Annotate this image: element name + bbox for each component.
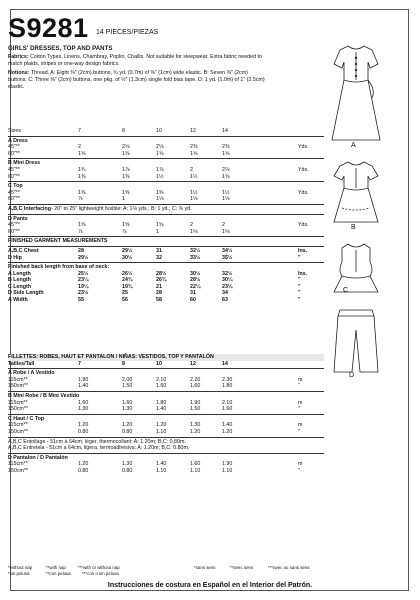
row-label: C Length — [8, 283, 31, 290]
measurement-row — [8, 297, 324, 304]
cell-value: 1.80 — [222, 383, 233, 390]
footnote-sin-pelusa: *sin pelusa — [8, 571, 30, 576]
cell-value: 28½ — [190, 277, 201, 284]
cell-value: 0.80 — [122, 428, 133, 435]
view-letter-b: B — [351, 224, 356, 231]
cell-value: 1.80 — [156, 399, 167, 406]
cell-value: 1½ — [190, 173, 198, 180]
unit-label: " — [298, 383, 300, 390]
cell-value: 1⅛ — [156, 196, 164, 203]
cell-value: 1½ — [156, 173, 164, 180]
notions-label: Notions: — [8, 70, 30, 76]
cell-value: 28 — [156, 290, 162, 297]
unit-label: m — [298, 422, 303, 429]
cell-value: 1.20 — [122, 422, 133, 429]
row-label: 60"** — [8, 173, 20, 180]
measurement-row — [8, 284, 324, 291]
cell-value: 2⅛ — [122, 144, 130, 151]
cell-value: 2⅛ — [222, 166, 230, 173]
cell-value: 2 — [190, 222, 193, 229]
cell-value: 10 — [156, 360, 162, 367]
row-label: 45"** — [8, 166, 20, 173]
interfacing-text: - 20" to 25" lightweight fusible: A: 1⅛ yds.; B: 1 yd.; C: ⅜ yd. — [50, 205, 192, 212]
cell-value: ⅞ — [78, 228, 83, 235]
cell-value: 23¼ — [222, 283, 233, 290]
table-divider — [8, 158, 324, 159]
unit-label: " — [298, 290, 301, 297]
cell-value: 1.30 — [190, 422, 201, 429]
row-label: 60"** — [8, 196, 20, 203]
cell-value: 1.10 — [156, 428, 167, 435]
cell-value: 1⅜ — [78, 173, 86, 180]
cell-value: 2.00 — [122, 376, 133, 383]
cell-value: 8 — [122, 128, 125, 134]
cell-value: 1.40 — [156, 461, 167, 468]
unit-label: Yds. — [298, 144, 309, 151]
cell-value: 19¾ — [122, 283, 133, 290]
cell-value: 1.10 — [190, 467, 201, 474]
pieces-count: 14 PIECES/PIEZAS — [96, 29, 159, 36]
cell-value: 29½ — [122, 247, 133, 254]
cell-value: 1.50 — [122, 383, 133, 390]
footnote-without-nap: *without nap — [8, 565, 33, 570]
cell-value: 1½ — [222, 189, 230, 196]
cell-value: 21 — [156, 283, 162, 290]
cell-value: 26½ — [122, 270, 133, 277]
cell-value: 31 — [190, 290, 196, 297]
cell-value: 24¾ — [122, 277, 133, 284]
cell-value: 1.90 — [190, 399, 201, 406]
pattern-header — [8, 14, 268, 91]
row-label: Tailles/Tall — [8, 360, 35, 367]
cell-value: 55 — [78, 297, 84, 304]
yardage-row — [8, 406, 324, 413]
cell-value: 28½ — [156, 270, 167, 277]
cell-value: 1.60 — [156, 383, 167, 390]
pattern-subtitle: GIRLS' DRESSES, TOP AND PANTS — [8, 46, 113, 52]
cell-value: 1.40 — [156, 406, 167, 413]
back-length-title — [8, 264, 324, 271]
cell-value: 1⅛ — [190, 228, 198, 235]
cell-value: 1⅛ — [222, 196, 230, 203]
cell-value: 2 — [78, 144, 81, 151]
cell-value: 1⅝ — [222, 150, 230, 157]
cell-value: 30¼ — [222, 277, 233, 284]
cell-value: 10 — [156, 128, 162, 134]
cell-value: 0.80 — [78, 428, 89, 435]
cell-value: 1.90 — [222, 461, 233, 468]
yardage-row — [8, 229, 324, 236]
cell-value: 2 — [190, 166, 193, 173]
cell-value: 2 — [222, 222, 225, 229]
row-label: C Top — [8, 183, 23, 190]
notions-paragraph — [8, 70, 268, 91]
mini-dress-b-illustration — [312, 158, 408, 228]
cell-value: 34 — [222, 290, 228, 297]
spanish-instructions-note: Instrucciones de costura en Español en el Interior del Patrón. — [107, 582, 313, 589]
cell-value: 14 — [222, 360, 228, 367]
unit-label: " — [298, 283, 301, 290]
row-label: B Mini Dress — [8, 160, 41, 167]
measurement-row — [8, 255, 324, 262]
cell-value: 30½ — [122, 254, 133, 261]
row-label: C Haut / C Top — [8, 415, 45, 422]
unit-label: " — [298, 254, 301, 261]
unit-label: " — [298, 428, 300, 435]
cell-value: 1.50 — [190, 406, 201, 413]
cell-value: 1.60 — [190, 461, 201, 468]
unit-label: m — [298, 376, 303, 383]
cell-value: 1⅞ — [156, 166, 164, 173]
cell-value: 60 — [190, 297, 196, 304]
view-letter-c: C — [343, 287, 349, 294]
cell-value: 25 — [122, 290, 128, 297]
row-label: 115cm** — [8, 422, 28, 429]
yardage-row — [8, 422, 324, 429]
cell-value: 1 — [156, 228, 159, 235]
unit-label: m — [298, 461, 303, 468]
table-divider — [8, 414, 324, 415]
cell-value: 1.20 — [78, 461, 89, 468]
yardage-row — [8, 400, 324, 407]
unit-label: m — [298, 399, 303, 406]
fabrics-label: Fabrics: — [8, 54, 29, 60]
dress-a-illustration — [312, 40, 408, 150]
cell-value: 1⅝ — [222, 173, 230, 180]
view-letter-a: A — [351, 142, 356, 149]
row-label: 60"** — [8, 150, 20, 157]
row-label: Sizes — [8, 128, 21, 134]
cell-value: 1¾ — [78, 166, 86, 173]
cell-value: 1½ — [190, 189, 198, 196]
unit-label: " — [298, 467, 300, 474]
footnote-con-o-sin: ***con o sin pelusa — [82, 571, 119, 576]
table-divider — [8, 246, 324, 247]
section-title — [8, 138, 324, 145]
entoilage-row: A,B,C Entoilage - 51cm à 64cm, léger, thermocollant: A: 1.20m; B,C: 0.80m. — [8, 438, 186, 445]
cell-value: 2⅜ — [190, 144, 198, 151]
table-divider — [8, 453, 324, 454]
cell-value: 2.30 — [222, 376, 233, 383]
table-divider — [8, 437, 324, 438]
row-label: FINISHED GARMENT MEASUREMENTS — [8, 238, 108, 245]
table-divider — [8, 262, 324, 263]
cell-value: 12 — [190, 128, 196, 134]
cell-value: 23½ — [78, 290, 89, 297]
row-label: D Hip — [8, 254, 22, 261]
cell-value: 1.20 — [156, 422, 167, 429]
cell-value: 2⅛ — [156, 144, 164, 151]
cell-value: 14 — [222, 128, 228, 134]
cell-value: 1.90 — [78, 376, 89, 383]
cell-value: 0.80 — [122, 467, 133, 474]
cell-value: 2.20 — [190, 376, 201, 383]
cell-value: 28 — [78, 247, 84, 254]
yardage-row — [8, 429, 324, 436]
cell-value: ⅞ — [122, 228, 127, 235]
cell-value: 1⅝ — [122, 222, 130, 229]
cell-value: 1⅝ — [122, 150, 130, 157]
row-label: Finished back length from base of neck: — [8, 264, 110, 271]
cell-value: 1⅞ — [122, 166, 130, 173]
section-title — [8, 183, 324, 190]
cell-value: 1.60 — [122, 399, 133, 406]
table-divider — [8, 368, 324, 369]
cell-value: 1.20 — [222, 428, 233, 435]
cell-value: 35½ — [222, 254, 233, 261]
cell-value: 32½ — [222, 270, 233, 277]
row-label: 60"** — [8, 228, 20, 235]
cell-value: 31 — [156, 247, 162, 254]
section-title — [8, 416, 324, 423]
yardage-row — [8, 144, 324, 151]
unit-label: Yds. — [298, 222, 309, 229]
cell-value: 34½ — [222, 247, 233, 254]
metric-title-band — [8, 354, 324, 361]
measurement-row — [8, 290, 324, 297]
unit-label: Ins. — [298, 247, 308, 254]
cell-value: 63 — [222, 297, 228, 304]
table-divider — [8, 181, 324, 182]
row-label: 150cm** — [8, 467, 29, 474]
cell-value: 1⅝ — [156, 150, 164, 157]
cell-value: 2.10 — [156, 376, 167, 383]
cell-value: 7 — [78, 360, 81, 367]
cell-value: 19¼ — [78, 283, 89, 290]
row-label: D Pantalon / D Pantalón — [8, 454, 68, 461]
pattern-code: S9281 — [8, 13, 89, 43]
measurement-row — [8, 248, 324, 255]
footnote-with-nap: **with nap — [46, 565, 66, 570]
unit-label: " — [298, 277, 301, 284]
cell-value: 1.10 — [156, 467, 167, 474]
cell-value: 1.30 — [78, 406, 89, 413]
cell-value: 30½ — [190, 270, 201, 277]
cell-value: 1.20 — [190, 428, 201, 435]
unit-label: " — [298, 297, 301, 304]
cell-value: 1.40 — [78, 383, 89, 390]
yardage-row — [8, 461, 324, 468]
cell-value: 56 — [122, 297, 128, 304]
cell-value: 7 — [78, 128, 81, 134]
interfacing-row — [8, 206, 324, 213]
section-title — [8, 160, 324, 167]
cell-value: 1.30 — [122, 406, 133, 413]
fabrics-paragraph — [8, 54, 268, 68]
top-c-illustration — [312, 240, 408, 300]
sizes-header-row — [8, 128, 324, 135]
row-label: 45"** — [8, 144, 20, 151]
row-label: 115cm** — [8, 399, 28, 406]
interfacing-label: A,B,C Interfacing — [8, 205, 51, 212]
section-title — [8, 216, 324, 223]
pants-d-illustration — [312, 306, 408, 376]
cell-value: 32½ — [190, 247, 201, 254]
unit-label: Ins. — [298, 270, 308, 277]
cell-value: 1⅝ — [78, 150, 86, 157]
entretela-row: A,B,C Entretela - 51cm a 64cm, ligera, termoadhesiva: A: 1.20m; B,C: 0.80m. — [8, 445, 190, 452]
finished-measurements-title — [8, 238, 324, 245]
row-label: B Length — [8, 277, 31, 284]
row-label: 115cm** — [8, 376, 28, 383]
row-label: A Length — [8, 270, 31, 277]
row-label: 150cm** — [8, 406, 29, 413]
cell-value: ⅞ — [78, 196, 83, 203]
row-label: A Width — [8, 297, 28, 304]
cell-value: 1 — [122, 196, 125, 203]
yardage-row — [8, 222, 324, 229]
row-label: B Mini Robe / B Mini Vestido — [8, 392, 80, 399]
cell-value: 58 — [156, 297, 162, 304]
cell-value: 1⅝ — [156, 222, 164, 229]
cell-value: 33½ — [190, 254, 201, 261]
row-label: A,B,C Chest — [8, 247, 39, 254]
section-title — [8, 370, 324, 377]
cell-value: 1⅜ — [156, 189, 164, 196]
cell-value: 12 — [190, 360, 196, 367]
row-label: FILLETTES: ROBES, HAUT ET PANTALON / NIÑAS: VESTIDOS, TOP Y PANTALÓN — [8, 354, 214, 360]
yardage-row — [8, 468, 324, 475]
cell-value: 22¼ — [190, 283, 201, 290]
cell-value: 1⅝ — [78, 222, 86, 229]
row-label: D Pants — [8, 215, 28, 222]
cell-value: 25½ — [78, 270, 89, 277]
section-title — [8, 455, 324, 462]
view-letter-d: D — [349, 372, 355, 379]
cell-value: 1⅜ — [122, 189, 130, 196]
cell-value: 23¼ — [78, 277, 89, 284]
yardage-table-spanish — [8, 354, 324, 475]
cell-value: 2.10 — [222, 399, 233, 406]
row-label: A Robe / A Vestido — [8, 370, 55, 377]
yardage-row — [8, 190, 324, 197]
yardage-row — [8, 151, 324, 158]
yardage-row — [8, 196, 324, 203]
row-label: 45"** — [8, 222, 20, 229]
cell-value: 1⅝ — [190, 150, 198, 157]
sizes-header-row — [8, 361, 324, 368]
cell-value: 0.80 — [78, 467, 89, 474]
yardage-row — [8, 174, 324, 181]
table-divider — [8, 136, 324, 137]
cell-value: 8 — [122, 360, 125, 367]
table-divider — [8, 204, 324, 205]
measurement-row — [8, 277, 324, 284]
cell-value: 1⅛ — [222, 228, 230, 235]
cell-value: 29½ — [78, 254, 89, 261]
yardage-table-english — [8, 128, 324, 304]
table-divider — [8, 236, 324, 237]
unit-label: " — [298, 406, 300, 413]
cell-value: 32 — [156, 254, 162, 261]
cell-value: 1.40 — [222, 422, 233, 429]
cell-value: 1.10 — [222, 467, 233, 474]
yardage-row — [8, 167, 324, 174]
footnote-with-or-without: ***with or without nap — [78, 565, 120, 570]
footnote-avec-ou-sans: ***avec ou sans sens — [268, 565, 310, 570]
cell-value: 1.20 — [78, 422, 89, 429]
unit-label: Yds. — [298, 189, 309, 196]
row-label: D Side Length — [8, 290, 44, 297]
unit-label: Yds. — [298, 166, 309, 173]
footnote-sans-sens: *sans sens — [194, 565, 216, 570]
footnote-avec-sens: **avec sens — [230, 565, 254, 570]
row-label: 45"** — [8, 189, 20, 196]
yardage-row — [8, 377, 324, 384]
yardage-row — [8, 383, 324, 390]
cell-value: 1.60 — [78, 399, 89, 406]
table-divider — [8, 214, 324, 215]
cell-value: 26¾ — [156, 277, 167, 284]
table-divider — [8, 391, 324, 392]
cell-value: 1⅜ — [122, 173, 130, 180]
row-label: 150cm** — [8, 383, 29, 390]
row-label: 150cm** — [8, 428, 29, 435]
cell-value: 2⅜ — [222, 144, 230, 151]
footnote-con-pelusa: **con pelusa — [46, 571, 71, 576]
cell-value: 1⅜ — [78, 189, 86, 196]
row-label: A Dress — [8, 137, 28, 144]
section-title — [8, 393, 324, 400]
measurement-row — [8, 271, 324, 278]
cell-value: 1⅛ — [190, 196, 198, 203]
cell-value: 1.60 — [222, 406, 233, 413]
row-label: 115cm** — [8, 461, 28, 468]
cell-value: 1.60 — [190, 383, 201, 390]
notions-text: Thread. A: Eight ⅜" (2cm) buttons, ¾ yd. (0.7m) of ⅜" (1cm) wide elastic. B: Seven ⅜" (2cm) buttons. C: Three ⅜" (2cm) buttons, one pkg. of ½" (1.3cm) single fold bias tape. D: 1 yd. (1.0m) of 1" (2.5cm) elastic. — [8, 70, 265, 90]
cell-value: 1.30 — [122, 461, 133, 468]
fabrics-text: Cotton Types, Linens, Chambray, Poplin, Challis. Not suitable for sleepwear. Extra fabric needed to match plaids, stripes or one-way design fabrics. — [8, 54, 262, 67]
